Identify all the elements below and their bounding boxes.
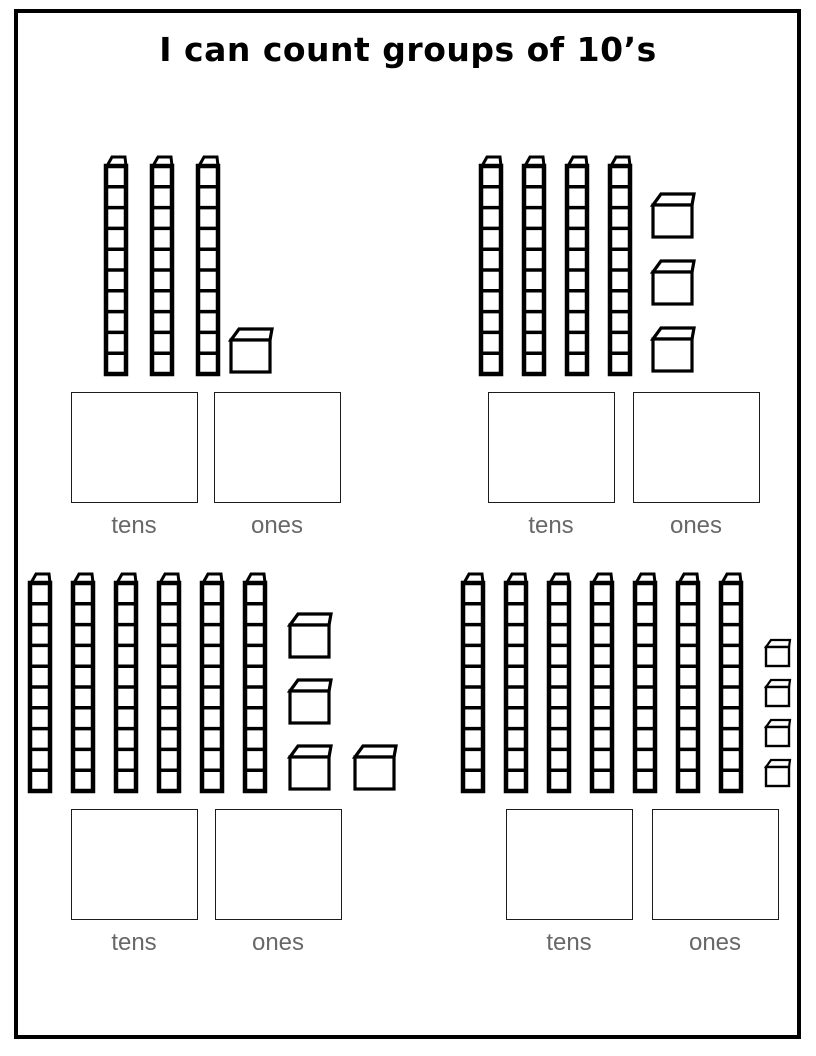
tens-rod — [632, 570, 658, 794]
ones-label: ones — [250, 512, 304, 539]
tens-answer-box[interactable] — [71, 392, 198, 503]
base-ten-blocks — [103, 153, 221, 377]
ones-cube — [650, 257, 696, 307]
problem-3 — [27, 570, 372, 980]
ones-cube — [650, 324, 696, 374]
ones-answer-box[interactable] — [215, 809, 342, 920]
ones-cubes-group — [228, 153, 274, 375]
ones-label: ones — [688, 929, 742, 956]
ones-cube — [764, 758, 792, 788]
tens-rod — [589, 570, 615, 794]
tens-answer-box[interactable] — [506, 809, 633, 920]
ones-cube — [650, 190, 696, 240]
tens-rod — [113, 570, 139, 794]
problem-2 — [478, 153, 816, 563]
base-ten-blocks — [27, 570, 268, 794]
tens-rod — [478, 153, 504, 377]
tens-rod — [546, 570, 572, 794]
tens-label: tens — [546, 929, 592, 956]
tens-rod — [460, 570, 486, 794]
answer-row — [505, 809, 779, 956]
ones-cube — [764, 678, 792, 708]
ones-cube — [228, 325, 274, 375]
tens-label: tens — [111, 512, 157, 539]
tens-rods-group — [460, 570, 744, 794]
ones-answer-cell — [651, 809, 779, 956]
ones-answer-box[interactable] — [652, 809, 779, 920]
tens-answer-cell — [70, 392, 198, 539]
tens-answer-box[interactable] — [71, 809, 198, 920]
tens-rod — [503, 570, 529, 794]
tens-answer-box[interactable] — [488, 392, 615, 503]
tens-rods-group — [27, 570, 268, 794]
problem-1 — [70, 153, 415, 563]
ones-label: ones — [669, 512, 723, 539]
answer-row — [70, 809, 342, 956]
tens-label: tens — [528, 512, 574, 539]
tens-answer-cell — [487, 392, 615, 539]
tens-rod — [521, 153, 547, 377]
tens-rod — [149, 153, 175, 377]
ones-cube-row — [287, 742, 398, 792]
ones-answer-cell — [214, 809, 342, 956]
problem-4 — [460, 570, 805, 980]
tens-rods-group — [103, 153, 221, 377]
ones-answer-cell — [213, 392, 341, 539]
tens-rod — [195, 153, 221, 377]
tens-rod — [607, 153, 633, 377]
ones-answer-box[interactable] — [633, 392, 760, 503]
ones-cubes-group — [287, 570, 398, 832]
answer-row — [487, 392, 760, 539]
tens-answer-cell — [70, 809, 198, 956]
base-ten-blocks — [460, 570, 744, 794]
ones-cube — [352, 742, 398, 792]
ones-cube — [764, 638, 792, 668]
page-title: I can count groups of 10’s — [159, 30, 657, 69]
tens-rod — [156, 570, 182, 794]
ones-answer-box[interactable] — [214, 392, 341, 503]
ones-cubes-group — [650, 153, 696, 412]
tens-rod — [27, 570, 53, 794]
ones-cube — [287, 610, 333, 660]
tens-rod — [199, 570, 225, 794]
ones-answer-cell — [632, 392, 760, 539]
tens-rod — [675, 570, 701, 794]
tens-rod — [564, 153, 590, 377]
ones-cube — [764, 718, 792, 748]
tens-rods-group — [478, 153, 633, 377]
base-ten-blocks — [478, 153, 633, 377]
ones-label: ones — [251, 929, 305, 956]
ones-cube — [287, 742, 333, 792]
tens-rod — [242, 570, 268, 794]
tens-answer-cell — [505, 809, 633, 956]
tens-rod — [718, 570, 744, 794]
answer-row — [70, 392, 341, 539]
tens-rod — [70, 570, 96, 794]
ones-cube — [287, 676, 333, 726]
tens-label: tens — [111, 929, 157, 956]
tens-rod — [103, 153, 129, 377]
